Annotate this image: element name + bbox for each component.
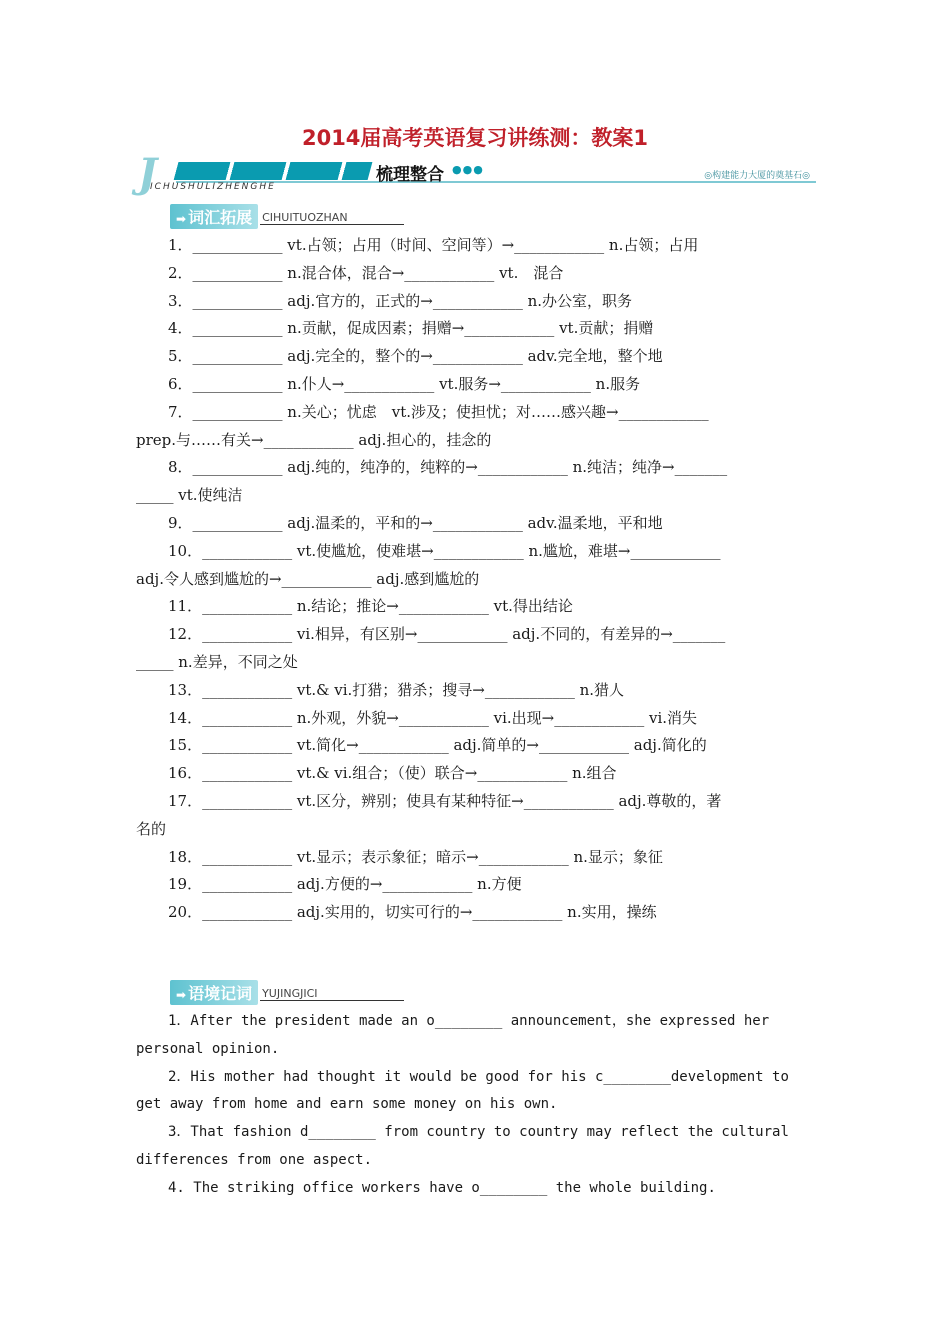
banner-heading: 梳理整合 [376,165,444,185]
arrow-icon: ➡ [176,212,187,226]
context-line: 1．After the president made an o________ announcement，she expressed her [168,1013,770,1029]
vocab-line: 6．____________ n.仆人→____________ vt.服务→____________ n.服务 [168,374,641,393]
context-line: 2．His mother had thought it would be good for his c________development to [168,1068,789,1085]
section-tag [170,980,258,1005]
vocab-line: 19．____________ adj.方便的→____________ n.方便 [168,875,522,894]
vocab-line: 5．____________ adj.完全的，整个的→____________ adv.完全地，整个地 [168,347,663,366]
vocab-line: 8．____________ adj.纯的，纯净的，纯粹的→____________ n.纯洁；纯净→_______ [168,458,728,477]
section-label: 词汇拓展 [188,208,253,227]
vocab-line: 10．____________ vt.使尴尬，使难堪→____________ n.尴尬，难堪→____________ [168,541,721,560]
context-line: 3．That fashion d________ from country to country may reflect the cultural [168,1124,789,1141]
vocab-line: 14．____________ n.外观，外貌→____________ vi.出现→____________ vi.消失 [168,708,698,727]
section-banner [136,150,816,198]
vocab-line: 7．____________ n.关心；忧虑 vt.涉及；使担忧；对……感兴趣→____________ [168,402,709,421]
vocab-line: 2．____________ n.混合体，混合→____________ vt. 混合 [168,263,564,282]
arrow-icon: ➡ [176,988,187,1002]
vocab-line: 12．____________ vi.相异，有区别→____________ adj.不同的，有差异的→_______ [168,625,726,644]
section-vocab-header [170,204,404,228]
vocab-line: 4．____________ n.贡献，促成因素；捐赠→____________ vt.贡献；捐赠 [168,319,654,338]
vocab-line: _____ vt.使纯洁 [136,486,243,505]
context-line: differences from one aspect. [136,1151,373,1168]
vocab-line: 1．____________ vt.占领；占用（时间、空间等）→____________ n.占领；占用 [168,236,699,254]
vocab-list [136,232,816,927]
banner-letter: J [138,150,157,197]
page-title: 2014届高考英语复习讲练测：教案1 [301,126,649,150]
section-pinyin: CIHUITUOZHAN [260,211,404,225]
section-context-header [170,980,404,1004]
vocab-line: 名的 [136,819,167,838]
banner-dots: ●●● [452,163,484,176]
section-pinyin: YUJINGJICI [260,987,404,1001]
vocab-line: prep.与……有关→____________ adj.担心的，挂念的 [136,430,492,449]
banner-bars [174,162,373,180]
context-list [136,1008,816,1203]
vocab-line: adj.令人感到尴尬的→____________ adj.感到尴尬的 [136,569,480,588]
vocab-line: 16．____________ vt.& vi.组合；（使）联合→____________ n.组合 [168,764,617,783]
vocab-line: 13．____________ vt.& vi.打猎；猎杀；搜寻→____________ n.猎人 [168,680,625,699]
vocab-line: 3．____________ adj.官方的，正式的→____________ n.办公室，职务 [168,291,633,310]
vocab-line: 18．____________ vt.显示；表示象征；暗示→____________ n.显示；象征 [168,847,663,866]
vocab-line: 11．____________ n.结论；推论→____________ vt.得出结论 [168,597,573,616]
banner-right-note: ◎构建能力大厦的奠基石◎ [704,171,810,181]
context-line: get away from home and earn some money on his own. [136,1096,558,1113]
section-tag [170,204,258,229]
vocab-line: 17．____________ vt.区分，辨别；使具有某种特征→____________ adj.尊敬的，著 [168,791,722,810]
banner-subtitle: ICHUSHULIZHENGHE [150,182,276,192]
context-line: 4. The striking office workers have o________ the whole building. [168,1179,716,1196]
vocab-line: _____ n.差异，不同之处 [136,652,298,671]
context-line: personal opinion. [136,1040,280,1057]
vocab-line: 9．____________ adj.温柔的，平和的→____________ adv.温柔地，平和地 [168,513,663,532]
vocab-line: 15．____________ vt.简化→____________ adj.简单的→____________ adj.简化的 [168,736,707,755]
vocab-line: 20．____________ adj.实用的，切实可行的→____________ n.实用，操练 [168,903,657,922]
section-label: 语境记词 [188,984,253,1003]
